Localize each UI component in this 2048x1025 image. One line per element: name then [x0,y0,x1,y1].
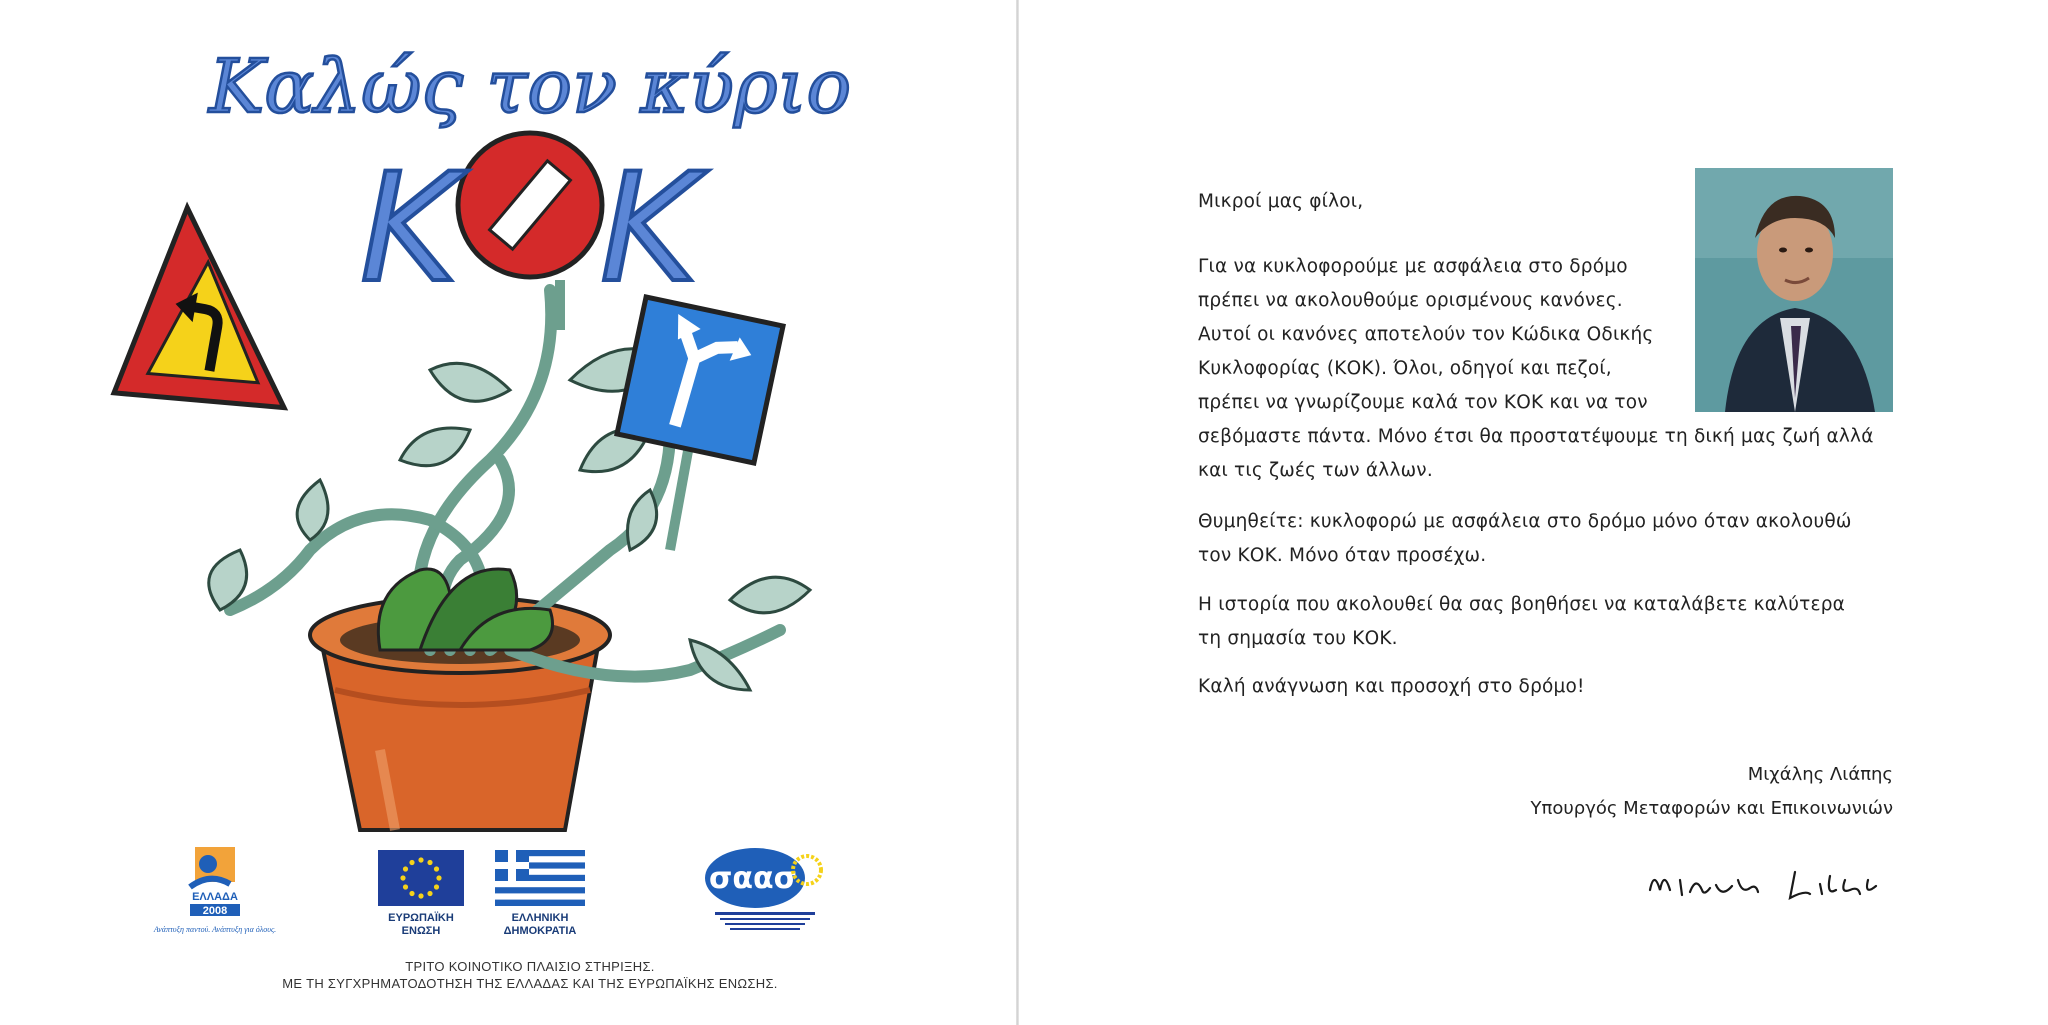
cover-kok-title [300,140,780,316]
svg-text:2008: 2008 [202,905,228,917]
signer-title: Υπουργός Μεταφορών και Επικοινωνιών [1530,798,1893,819]
footer-line1: ΤΡΙΤΟ ΚΟΙΝΟΤΙΚΟ ΠΛΑΙΣΙΟ ΣΤΗΡΙΞΗΣ. [405,959,655,974]
footer-line2: ΜΕ ΤΗ ΣΥΓΧΡΗΜΑΤΟΔΟΤΗΣΗ ΤΗΣ ΕΛΛΑΔΑΣ ΚΑΙ ΤΗΣ ΕΥΡΩΠΑΪΚΗΣ ΕΝΩΣΗΣ. [282,976,778,991]
letter-greeting: Μικροί μας φίλοι, [1198,191,1364,212]
cover-page [0,0,1017,1025]
cover-title [208,30,852,140]
minister-photo [1695,168,1893,412]
svg-text:σαασ: σαασ [709,861,797,896]
greek-republic-label: ΕΛΛΗΝΙΚΗ ΔΗΜΟΚΡΑΤΙΑ [503,912,577,937]
handwritten-signature [1640,850,1900,920]
letter-paragraph-2 [1198,505,1898,573]
letter-paragraph-1-tail [1198,420,1898,488]
letter-paragraph-3 [1198,588,1898,656]
svg-text:ΕΛΛΑΔΑ: ΕΛΛΑΔΑ [192,891,238,903]
sponsor-logos [0,840,1017,950]
para3-line: τη σημασία του ΚΟΚ. [1198,628,1398,649]
para3-line: Η ιστορία που ακολουθεί θα σας βοηθήσει να καταλάβετε καλύτερα [1198,594,1846,615]
cover-title-line2: ΚΟΚ [300,140,303,141]
eu-label: ΕΥΡΩΠΑΪΚΗ ΕΝΩΣΗ [388,912,454,937]
para1-line: Για να κυκλοφορούμε με ασφάλεια στο δρόμο [1198,256,1628,277]
plant-vines [378,569,552,650]
kok-letter-k2: Κ [600,142,699,316]
svg-text:Ανάπτυξη παντού. Ανάπτυξη για: Ανάπτυξη παντού. Ανάπτυξη για όλους. [153,925,277,934]
para1-line: και τις ζωές των άλλων. [1198,460,1433,481]
letter-paragraph-1 [1198,250,1678,420]
cover-title-line1: Καλώς τον κύριο [208,44,852,130]
turn-left-warning-sign [114,201,315,423]
para2-line: Θυμηθείτε: κυκλοφορώ με ασφάλεια στο δρόμο μόνο όταν ακολουθώ [1198,511,1852,532]
para1-line: πρέπει να ακολουθούμε ορισμένους κανόνες. [1198,290,1623,311]
para1-line: Κυκλοφορίας (ΚΟΚ). Όλοι, οδηγοί και πεζοί, [1198,358,1612,379]
para1-line: πρέπει να γνωρίζουμε καλά τον ΚΟΚ και να τον [1198,392,1648,413]
kok-letter-k1: Κ [360,142,459,316]
greek-flag-logo [495,850,585,906]
para1-line: Αυτοί οι κανόνες αποτελούν τον Κώδικα Οδικής [1198,324,1654,345]
letter-closing: Καλή ανάγνωση και προσοχή στο δρόμο! [1198,676,1585,697]
para2-line: τον ΚΟΚ. Μόνο όταν προσέχω. [1198,545,1487,566]
signer-name: Μιχάλης Λιάπης [1747,764,1893,785]
eu-flag-logo [378,850,464,906]
cover-footer [200,958,860,992]
greece-2008-logo [150,842,280,942]
para1-line: σεβόμαστε πάντα. Μόνο έτσι θα προστατέψουμε τη δική μας ζωή αλλά [1198,426,1874,447]
saas-logo [695,840,835,940]
